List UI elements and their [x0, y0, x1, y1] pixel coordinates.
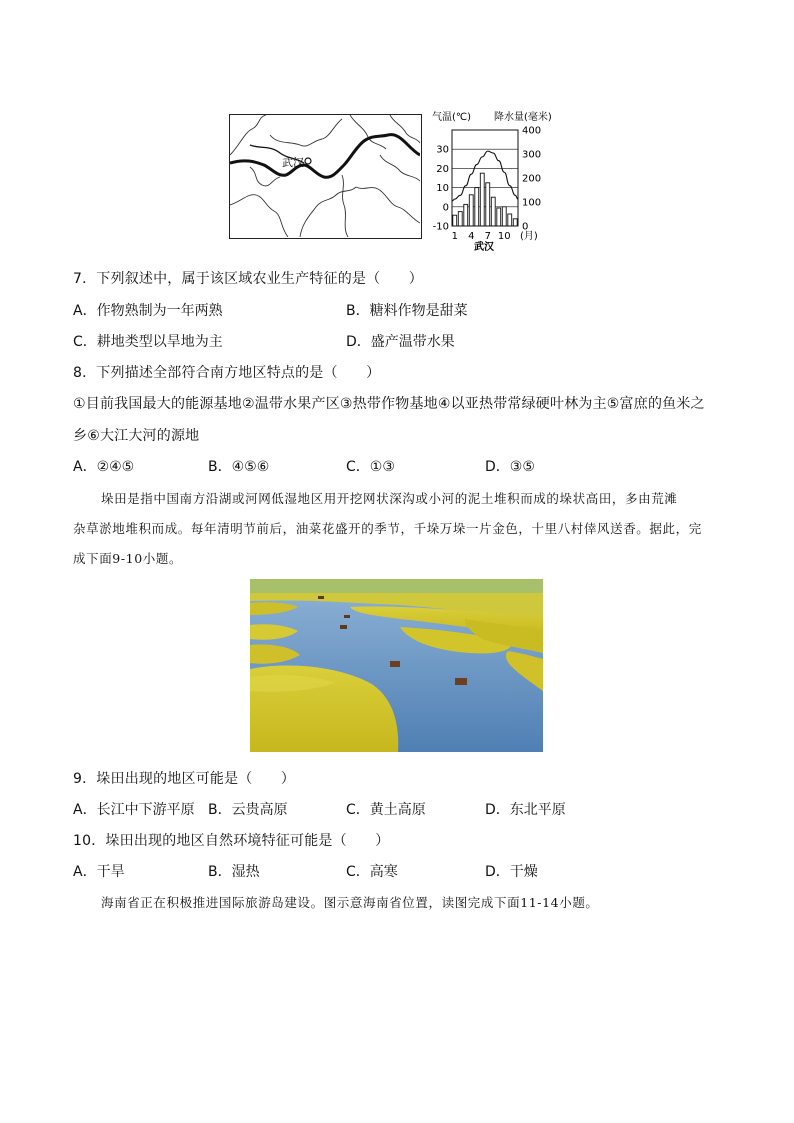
precip-bar — [513, 219, 517, 226]
q8-stem: 8．下列描述全部符合南方地区特点的是（ ） — [73, 365, 381, 381]
province-boundary — [300, 187, 356, 237]
x-unit-label: (月) — [520, 231, 538, 242]
province-boundary — [342, 175, 348, 237]
q10-option-c[interactable]: C．高寒 — [346, 864, 398, 880]
q9-option-b[interactable]: B．云贵高原 — [208, 802, 288, 818]
q7-option-a[interactable]: A．作物熟制为一年两熟 — [73, 303, 223, 319]
q10-option-b[interactable]: B．湿热 — [208, 864, 260, 880]
q7-option-c[interactable]: C．耕地类型以旱地为主 — [73, 334, 223, 350]
precip-bar — [464, 204, 468, 226]
precip-tick-label: 0 — [522, 221, 529, 233]
precip-axis-label: 降水量(毫米) — [494, 112, 552, 123]
precip-bar — [491, 197, 495, 226]
q8-option-c[interactable]: C．①③ — [346, 459, 395, 475]
precip-tick-label: 200 — [522, 173, 542, 185]
q7-option-b[interactable]: B．糖料作物是甜菜 — [346, 303, 468, 319]
temp-tick-label: -10 — [432, 221, 449, 233]
intro-paragraph-line1: 垛田是指中国南方沿湖或河网低湿地区用开挖网状深沟或小河的泥土堆积而成的垛状高田，多由荒滩 — [101, 491, 678, 506]
precip-bar — [502, 207, 506, 226]
q8-option-b[interactable]: B．④⑤⑥ — [208, 459, 270, 475]
precip-bar — [486, 183, 490, 226]
duotian-photo — [250, 579, 543, 752]
q8-items-line1: ①目前我国最大的能源基地②温带水果产区③热带作物基地④以亚热带常绿硬叶林为主⑤富庶的鱼米之 — [73, 396, 705, 412]
chart-location-label: 武汉 — [474, 242, 494, 253]
precip-tick-label: 100 — [522, 197, 542, 209]
map-city-label: 武汉 — [282, 156, 304, 169]
precip-bar — [458, 212, 462, 226]
temp-tick-labels — [433, 145, 449, 233]
temp-tick-label: 30 — [436, 144, 449, 156]
intro-paragraph-line3: 成下面9-10小题。 — [73, 551, 183, 566]
month-tick-label: 10 — [497, 231, 511, 242]
temp-tick-label: 0 — [442, 202, 449, 214]
month-tick-label: 1 — [451, 231, 458, 242]
month-tick-label: 7 — [484, 231, 491, 242]
yangtze-river — [230, 135, 420, 178]
q10-option-a[interactable]: A．干旱 — [73, 864, 125, 880]
precip-bar — [480, 173, 484, 226]
q7-option-d[interactable]: D．盛产温带水果 — [346, 334, 455, 350]
q7-stem: 7．下列叙述中，属于该区域农业生产特征的是（ ） — [73, 271, 423, 287]
province-boundary — [270, 119, 342, 146]
precip-bar — [475, 188, 479, 226]
q9-option-c[interactable]: C．黄土高原 — [346, 802, 426, 818]
intro2-paragraph: 海南省正在积极推进国际旅游岛建设。图示意海南省位置，读图完成下面11-14小题。 — [101, 895, 599, 910]
province-boundary — [390, 115, 420, 143]
q9-option-a[interactable]: A．长江中下游平原 — [73, 802, 195, 818]
wuhan-region-map — [229, 114, 422, 239]
province-boundary — [350, 115, 386, 149]
province-boundary — [230, 115, 266, 155]
q9-option-d[interactable]: D．东北平原 — [485, 802, 566, 818]
q9-stem: 9．垛田出现的地区可能是（ ） — [73, 771, 296, 787]
precip-bar — [497, 208, 501, 226]
precip-bar — [469, 195, 473, 226]
q8-option-d[interactable]: D．③⑤ — [485, 459, 535, 475]
wuhan-city-dot — [305, 158, 311, 164]
intro-paragraph-line2: 杂草淤地堆积而成。每年清明节前后，油菜花盛开的季节，千垛万垛一片金色，十里八村倖风送香。据此，完 — [73, 521, 702, 536]
q8-option-a[interactable]: A．②④⑤ — [73, 459, 135, 475]
province-boundary — [230, 195, 288, 237]
precip-tick-label: 300 — [522, 149, 542, 161]
map-drawing — [230, 115, 420, 237]
precip-tick-label: 400 — [522, 125, 542, 137]
temp-axis-label: 气温(℃) — [432, 112, 472, 123]
temp-tick-label: 20 — [436, 163, 449, 175]
month-tick-labels — [452, 231, 511, 242]
month-tick-label: 4 — [468, 231, 475, 242]
precip-tick-labels — [522, 126, 541, 233]
temp-tick-label: 10 — [436, 183, 449, 195]
climate-chart — [424, 108, 574, 253]
precip-bar — [453, 215, 457, 226]
province-boundary — [250, 167, 280, 186]
temperature-curve — [452, 151, 518, 201]
duotian-photo-drawing — [250, 579, 543, 752]
q8-items-line2: 乡⑥大江大河的源地 — [73, 428, 200, 444]
q10-stem: 10．垛田出现的地区自然环境特征可能是（ ） — [73, 833, 390, 849]
q10-option-d[interactable]: D．干燥 — [485, 864, 538, 880]
province-boundary — [380, 155, 420, 181]
province-boundary — [356, 187, 420, 223]
precip-bar — [508, 214, 512, 226]
